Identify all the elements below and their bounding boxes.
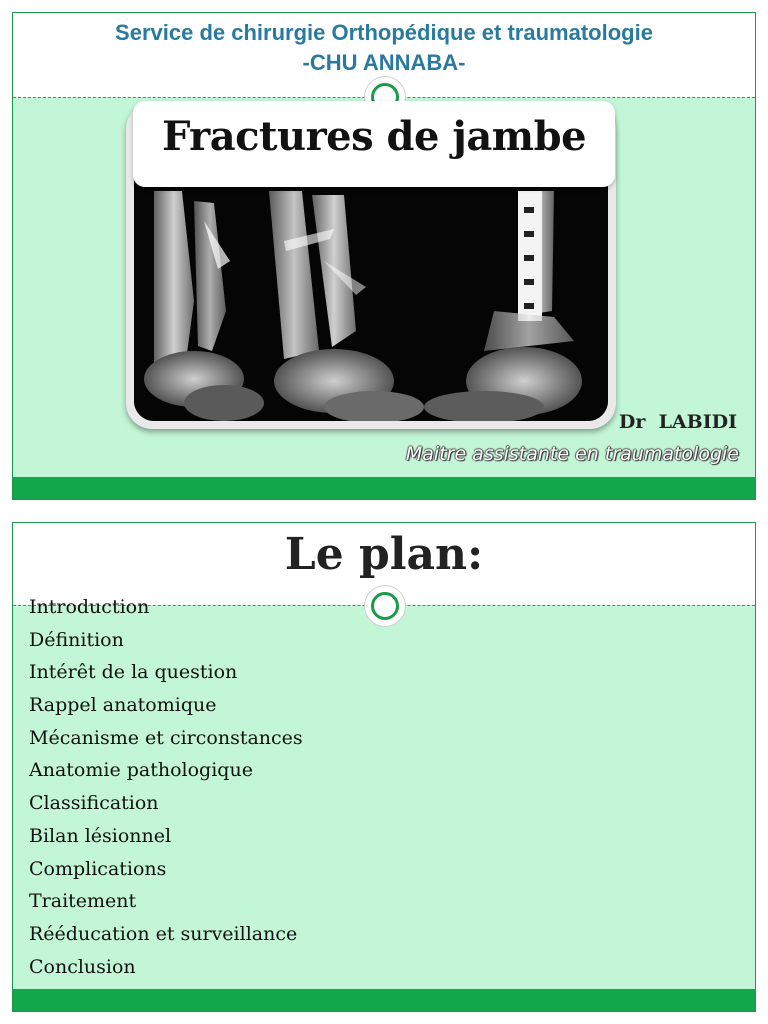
list-item: Mécanisme et circonstances <box>29 726 303 749</box>
list-item: Bilan lésionnel <box>29 824 172 847</box>
title-box <box>133 101 615 187</box>
footer-bar <box>13 989 755 1011</box>
list-item: Conclusion <box>29 955 136 978</box>
list-item: Intérêt de la question <box>29 661 238 684</box>
list-item: Classification <box>29 792 159 815</box>
list-item: Rééducation et surveillance <box>29 922 298 945</box>
slide-title: Fractures de jambe <box>161 113 587 160</box>
list-item: Traitement <box>29 890 137 913</box>
hospital-name: -CHU ANNABA- <box>302 50 466 75</box>
ring-ornament-icon <box>365 586 405 626</box>
list-item: Anatomie pathologique <box>29 759 253 782</box>
author-name: Dr LABIDI <box>618 411 737 433</box>
service-title: Service de chirurgie Orthopédique et traumatologie <box>115 20 653 45</box>
title-slide <box>12 12 756 500</box>
list-item: Introduction <box>29 596 150 618</box>
plan-slide <box>12 522 756 1012</box>
footer-bar <box>13 477 755 499</box>
plan-list <box>29 591 303 983</box>
plan-title: Le plan: <box>284 529 484 580</box>
list-item: Définition <box>29 628 124 651</box>
list-item: Rappel anatomique <box>29 694 217 717</box>
list-item: Complications <box>29 857 167 880</box>
author-role: Maitre assistante en traumatologie <box>405 443 739 465</box>
